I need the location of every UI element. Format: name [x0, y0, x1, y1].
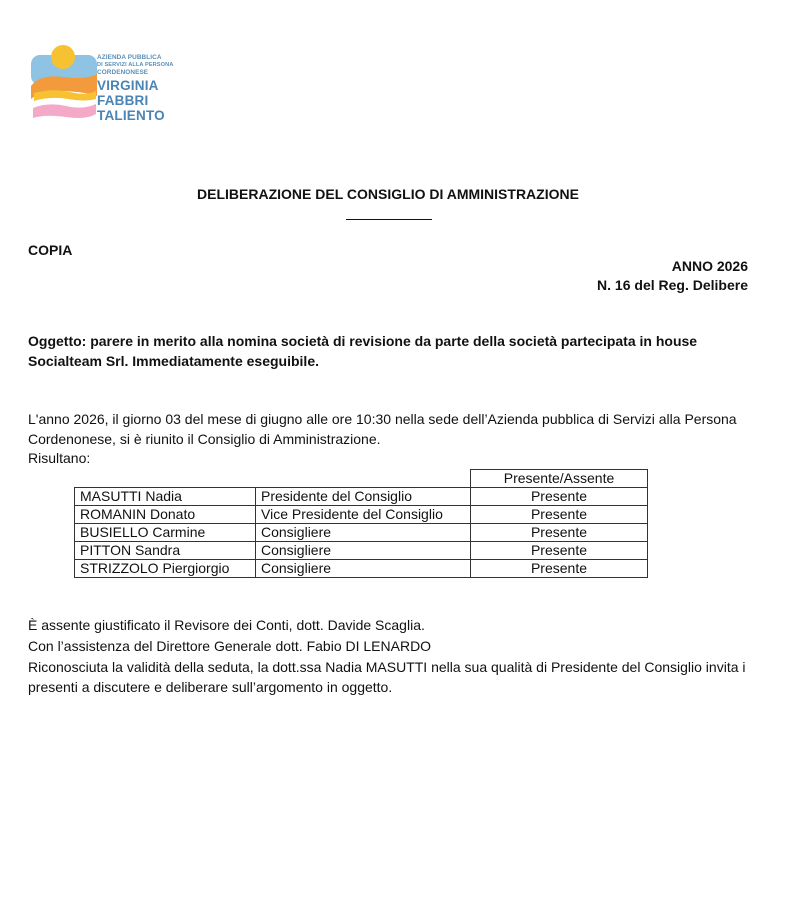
logo-text-line2: DI SERVIZI ALLA PERSONA [97, 61, 174, 68]
member-name: STRIZZOLO Piergiorgio [75, 560, 256, 578]
logo-name-line2: FABBRI [97, 93, 149, 108]
member-name: ROMANIN Donato [75, 506, 256, 524]
table-row [75, 506, 648, 524]
member-role: Consigliere [256, 542, 471, 560]
member-name: BUSIELLO Carmine [75, 524, 256, 542]
table-row [75, 542, 648, 560]
table-row [75, 524, 648, 542]
title-underline-divider [346, 219, 432, 220]
attendance-intro-label: Risultano: [28, 450, 91, 466]
member-role: Vice Presidente del Consiglio [256, 506, 471, 524]
member-role: Consigliere [256, 524, 471, 542]
logo-text-line1: AZIENDA PUBBLICA [97, 54, 162, 61]
assistance-paragraph: Con l’assistenza del Direttore Generale dott. Fabio DI LENARDO [28, 638, 432, 654]
validity-paragraph: Riconosciuta la validità della seduta, la dott.ssa Nadia MASUTTI nella sua qualità di Presidente del Consiglio invita i presenti a discutere e deliberare sull’argomento in oggetto. [28, 659, 746, 695]
member-name: PITTON Sandra [75, 542, 256, 560]
logo-text-line3: CORDENONESE [97, 69, 149, 76]
register-number: N. 16 del Reg. Delibere [597, 277, 748, 293]
subject-text: Oggetto: parere in merito alla nomina società di revisione da parte della società partecipata in house Socialteam Srl. Immediatamente eseguibile. [28, 333, 698, 369]
member-name: MASUTTI Nadia [75, 488, 256, 506]
logo-name-line1: VIRGINIA [97, 78, 159, 93]
attendance-table [74, 469, 648, 578]
table-row [75, 488, 648, 506]
member-status: Presente [471, 560, 648, 578]
logo-name-line3: TALIENTO [97, 108, 165, 123]
member-role: Consigliere [256, 560, 471, 578]
member-status: Presente [471, 524, 648, 542]
document-title: DELIBERAZIONE DEL CONSIGLIO DI AMMINISTRAZIONE [197, 186, 579, 202]
attendance-header-row [75, 470, 648, 488]
member-status: Presente [471, 506, 648, 524]
year-label: ANNO 2026 [671, 258, 748, 274]
member-status: Presente [471, 542, 648, 560]
attendance-header-cell: Presente/Assente [471, 470, 648, 488]
intro-paragraph: L'anno 2026, il giorno 03 del mese di giugno alle ore 10:30 nella sede dell’Azienda pubblica di Servizi alla Persona Cordenonese, si è riunito il Consiglio di Amministrazione. [28, 411, 737, 447]
member-status: Presente [471, 488, 648, 506]
organization-logo [30, 44, 190, 134]
logo-sun-waves-icon [30, 44, 98, 126]
member-role: Presidente del Consiglio [256, 488, 471, 506]
absent-auditor-paragraph: È assente giustificato il Revisore dei Conti, dott. Davide Scaglia. [28, 617, 425, 633]
copy-label: COPIA [28, 242, 73, 258]
table-row [75, 560, 648, 578]
